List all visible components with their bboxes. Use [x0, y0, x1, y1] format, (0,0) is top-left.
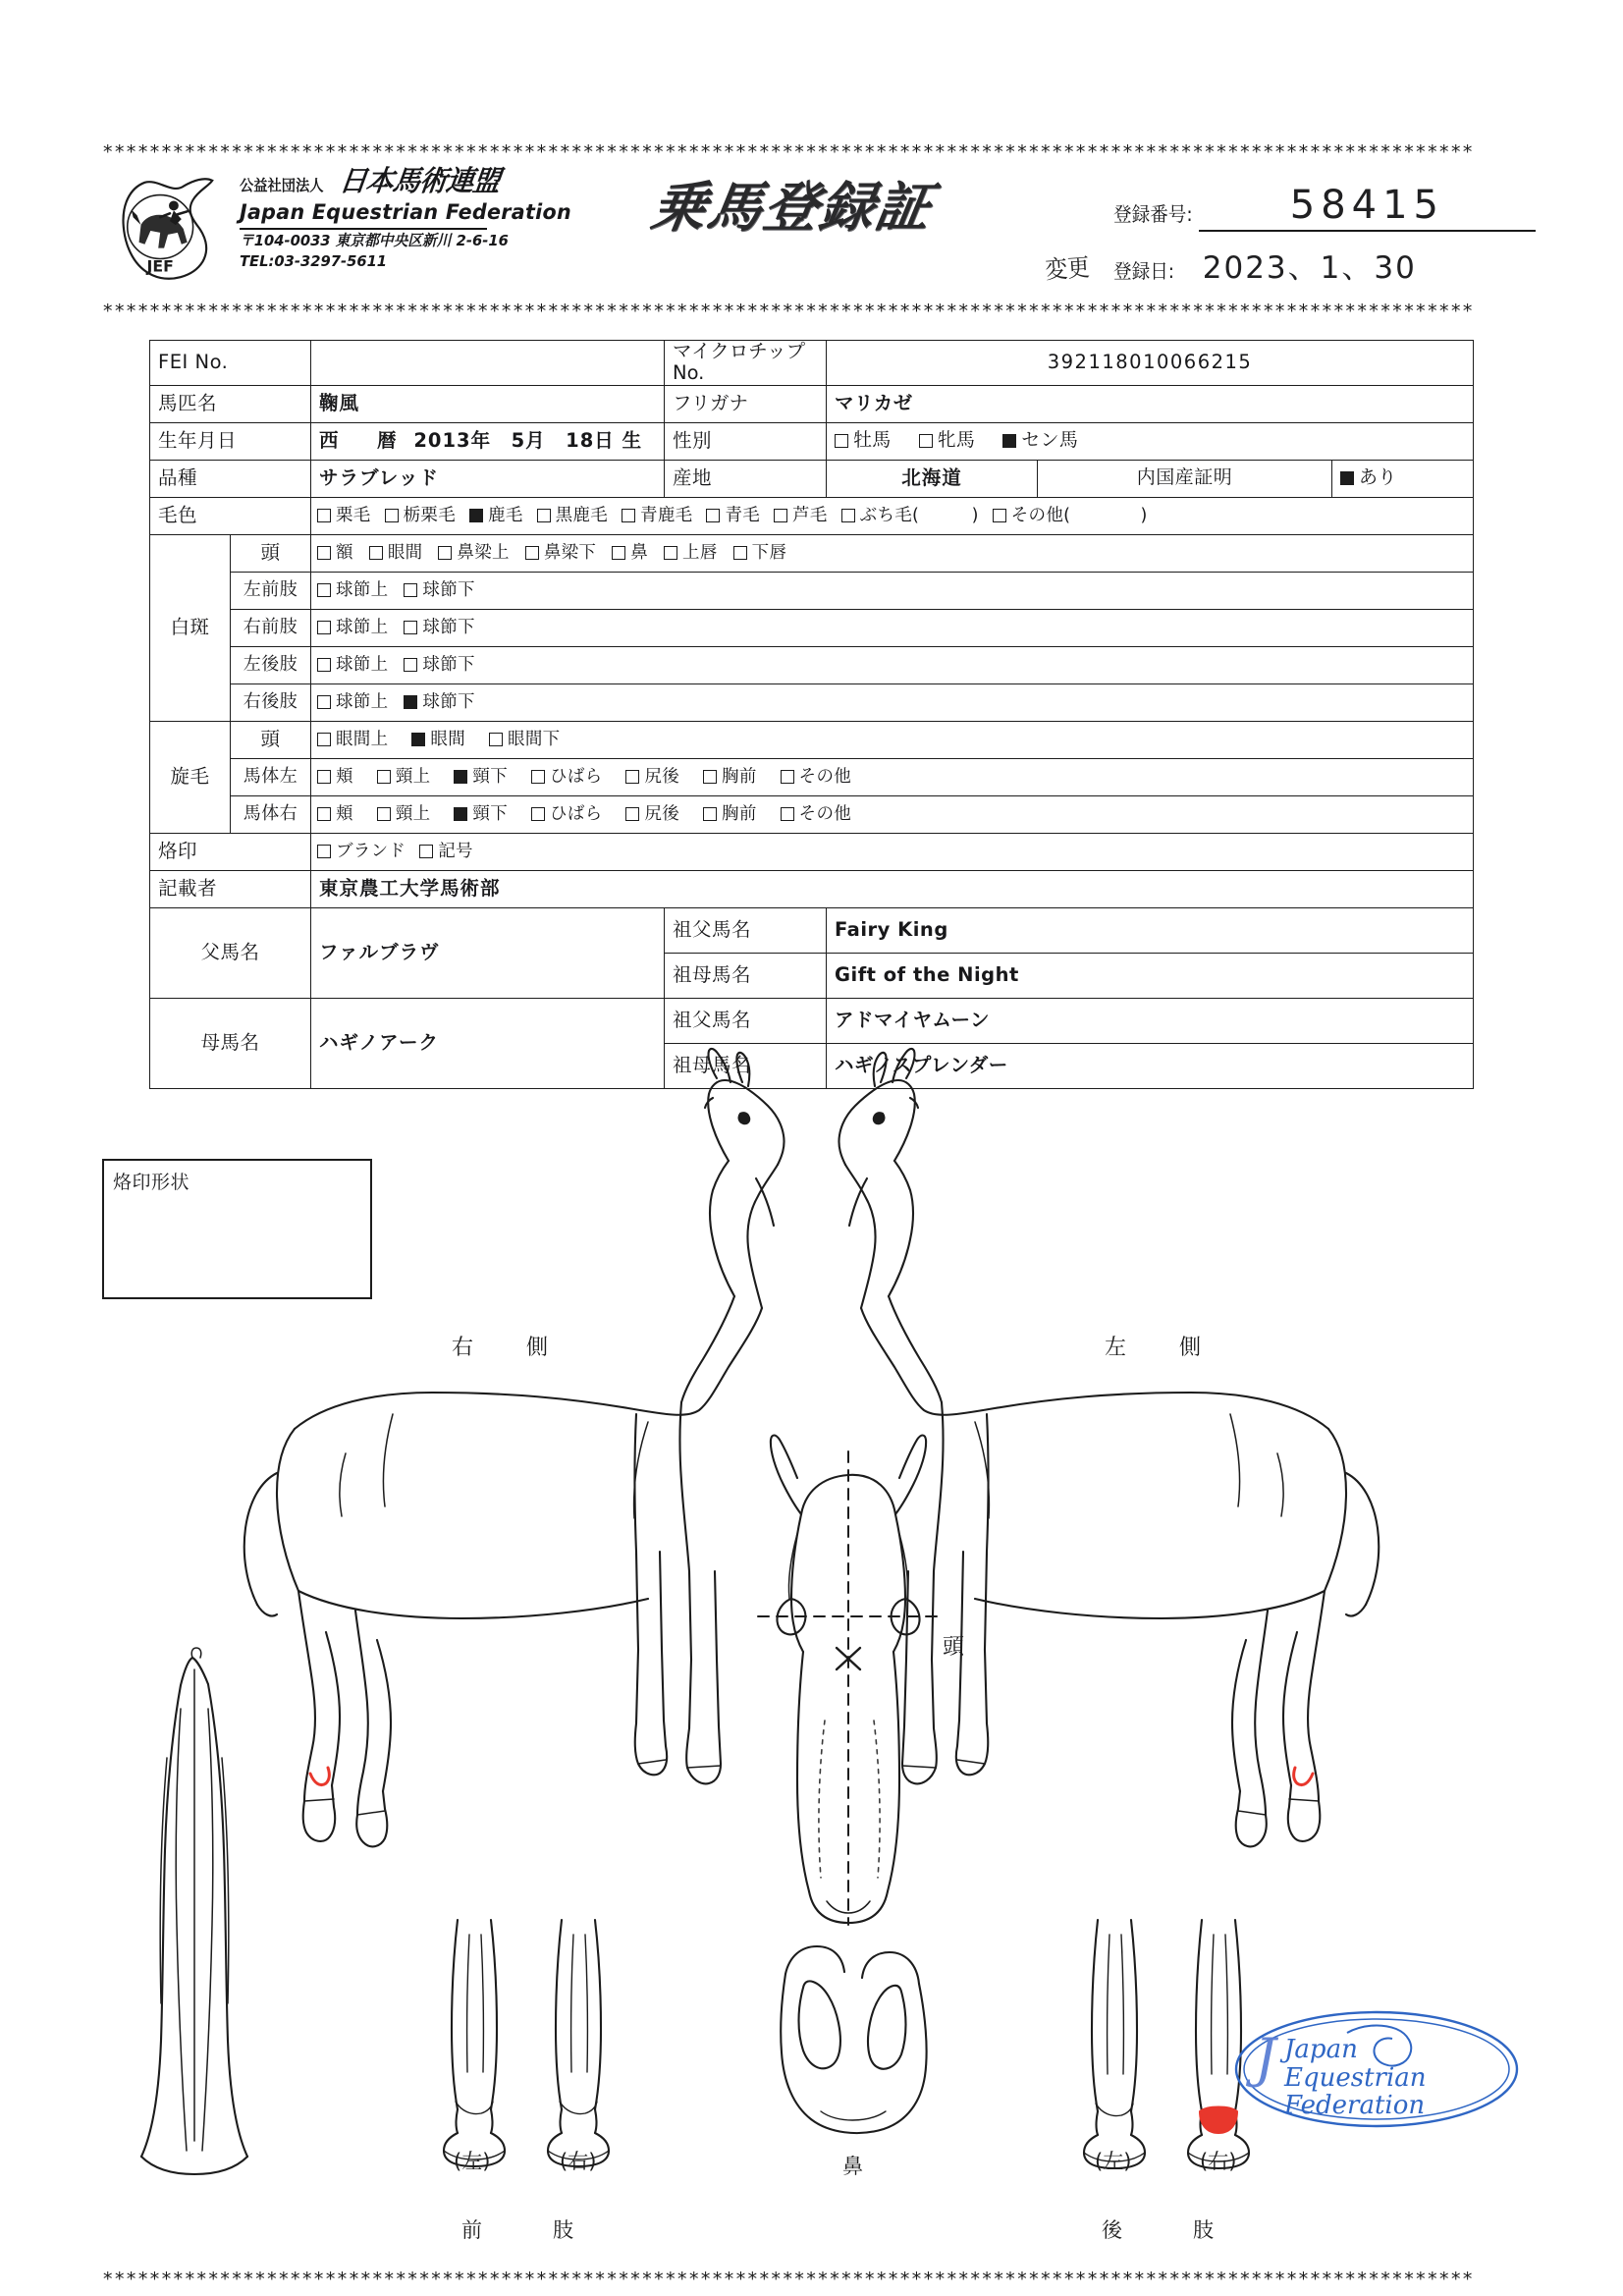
checkbox-icon[interactable] [317, 733, 331, 746]
option-label: 球節下 [422, 618, 475, 638]
option-label: 青毛 [725, 506, 761, 526]
table-row-whitemark-head [150, 534, 1474, 572]
table-row-name [150, 385, 1474, 422]
page-title: 乗馬登録証 [647, 176, 938, 239]
rear-view-figure [141, 1648, 247, 2174]
option-眼間上[interactable] [317, 730, 388, 749]
option-label: ひばら [550, 767, 603, 788]
checkbox-icon[interactable] [317, 509, 331, 522]
option-球節上[interactable] [317, 618, 388, 637]
option-上唇[interactable] [664, 543, 718, 563]
white-mark-region-2: 右前肢 [231, 609, 311, 646]
option-label: 頸下 [472, 767, 509, 788]
registration-number-field[interactable] [1199, 183, 1536, 232]
white-mark-region-0: 頭 [231, 534, 311, 572]
checkbox-icon[interactable] [317, 658, 331, 672]
option-その他[interactable] [781, 804, 851, 824]
option-label: その他 [798, 804, 852, 825]
front-left-label: (左) [454, 2150, 491, 2173]
sire-grandsire-label: 祖父馬名 [665, 907, 827, 953]
table-row-whorl-right [150, 795, 1474, 833]
svg-text:JEF: JEF [146, 256, 174, 276]
option-label: 黒鹿毛 [555, 506, 609, 526]
option-青毛[interactable] [706, 506, 760, 525]
checkbox-icon[interactable] [703, 770, 717, 784]
checkbox-icon[interactable] [612, 546, 625, 560]
fei-no-label: FEI No. [150, 341, 311, 386]
option-label: 下唇 [751, 543, 787, 564]
brand-shape-box[interactable] [102, 1159, 372, 1299]
option-鼻[interactable] [612, 543, 648, 563]
option-label: 栗毛 [336, 506, 371, 526]
checkbox-icon[interactable] [622, 509, 635, 522]
option-label: 鼻梁上 [457, 543, 510, 564]
checkbox-icon[interactable] [525, 546, 539, 560]
option-頸下[interactable] [454, 804, 508, 824]
dob-era: 西 暦 [319, 429, 406, 453]
dam-granddam-label: 祖母馬名 [665, 1043, 827, 1088]
sex-label: 性別 [665, 422, 827, 460]
microchip-value: 392118010066215 [827, 341, 1474, 386]
option-label: 尻後 [644, 767, 680, 788]
front-limb-label: 前 肢 [461, 2218, 583, 2242]
option-label: その他( ) [1010, 506, 1148, 526]
horse-name-label: 馬匹名 [150, 385, 311, 422]
table-row-whorl-left [150, 758, 1474, 795]
checkbox-icon[interactable] [1002, 434, 1016, 448]
option-label: 球節下 [422, 655, 475, 676]
option-青鹿毛[interactable] [622, 506, 692, 525]
option-label: 栃栗毛 [403, 506, 457, 526]
option-球節上[interactable] [317, 655, 388, 675]
registration-date-value: 2023、1、30 [1202, 250, 1417, 286]
corporation-prefix: 公益社団法人 [240, 177, 324, 194]
option-label: 記号 [438, 842, 473, 862]
checkbox-icon[interactable] [411, 733, 425, 746]
option-その他[interactable] [781, 767, 851, 787]
jef-logo-icon [112, 171, 228, 287]
option-セン馬[interactable] [1002, 430, 1078, 452]
dam-value: ハギノアーク [311, 998, 665, 1088]
whorl-label: 旋毛 [150, 721, 231, 833]
nose-figure [781, 1946, 926, 2133]
white-mark-region-3: 左後肢 [231, 646, 311, 683]
brand-label: 烙印 [150, 833, 311, 870]
option-頸上[interactable] [377, 767, 431, 787]
marking-right-hind-right-figure [1294, 1768, 1313, 1785]
option-label: 球節上 [336, 618, 389, 638]
whorl-region-2: 馬体右 [231, 795, 311, 833]
right-side-label: 右 側 [452, 1336, 565, 1360]
option-牝馬[interactable] [919, 430, 976, 452]
sire-granddam-label: 祖母馬名 [665, 953, 827, 998]
whorl-region-0: 頭 [231, 721, 311, 758]
checkbox-icon[interactable] [469, 509, 483, 522]
white-mark-region-1: 左前肢 [231, 572, 311, 609]
sire-label: 父馬名 [150, 907, 311, 998]
registration-date-label: 登録日: [1113, 259, 1175, 283]
breed-label: 品種 [150, 460, 311, 497]
furigana-value: マリカゼ [827, 385, 1474, 422]
option-鼻梁上[interactable] [438, 543, 509, 563]
option-label: 額 [336, 543, 353, 564]
horse-name-value: 鞠風 [311, 385, 665, 422]
checkbox-icon[interactable] [774, 509, 787, 522]
option-label: 球節下 [422, 580, 475, 601]
option-鹿毛[interactable] [469, 506, 523, 525]
checkbox-icon[interactable] [404, 695, 417, 709]
option-球節上[interactable] [317, 580, 388, 600]
option-label: 鼻 [630, 543, 649, 564]
option-球節下[interactable] [404, 618, 474, 637]
checkbox-icon[interactable] [317, 807, 331, 821]
stamp-initial: J [1255, 2027, 1276, 2089]
checkbox-icon[interactable] [317, 621, 331, 634]
domestic-cert-label: 内国産証明 [1038, 460, 1332, 497]
checkbox-icon[interactable] [531, 807, 545, 821]
option-栗毛[interactable] [317, 506, 371, 525]
registration-number-label: 登録番号: [1113, 202, 1193, 226]
checkbox-icon[interactable] [531, 770, 545, 784]
horse-head-front-figure [771, 1436, 926, 1924]
horse-left-side-figure [839, 1049, 1379, 1846]
checkbox-icon[interactable] [489, 733, 503, 746]
table-row-breed [150, 460, 1474, 497]
domestic-cert-checkbox[interactable] [1340, 467, 1465, 489]
option-眼間下[interactable] [489, 730, 560, 749]
fei-no-value[interactable] [311, 341, 665, 386]
option-label: 鹿毛 [488, 506, 523, 526]
option-その他( )[interactable] [993, 506, 1148, 525]
checkbox-icon[interactable] [625, 807, 639, 821]
option-label: 眼間 [430, 730, 466, 750]
option-ひばら[interactable] [531, 767, 602, 787]
white-mark-region-4: 右後肢 [231, 683, 311, 721]
nose-label: 鼻 [842, 2155, 863, 2178]
registration-block [1044, 171, 1536, 289]
sex-option-list [835, 430, 1465, 452]
option-眼間[interactable] [369, 543, 423, 563]
option-頬[interactable] [317, 804, 353, 824]
option-黒鹿毛[interactable] [537, 506, 608, 525]
brand-options [311, 833, 1474, 870]
checkbox-icon[interactable] [317, 546, 331, 560]
table-row-whitemark-rf [150, 609, 1474, 646]
option-あり[interactable] [1340, 467, 1397, 489]
top-asterisk-divider: ********************************************************************************************************************* [102, 143, 1474, 162]
option-label: 鼻梁下 [543, 543, 597, 564]
registration-number-row [1113, 171, 1536, 232]
registration-date-row [1044, 236, 1536, 289]
checkbox-icon[interactable] [404, 583, 417, 597]
table-row-fei [150, 341, 1474, 386]
registration-number-value: 58415 [1289, 183, 1444, 228]
marking-right-hind-left-figure [310, 1768, 329, 1785]
option-label: 青鹿毛 [640, 506, 693, 526]
stamp-line-1: Japan [1284, 2035, 1358, 2064]
head-diagram-label: 頭 [943, 1635, 965, 1660]
option-label: 頸下 [472, 804, 509, 825]
whorl-options-0 [311, 721, 1474, 758]
front-limb-right-figure [548, 1920, 609, 2166]
option-label: 頬 [336, 767, 353, 788]
front-limb-left-figure [444, 1920, 505, 2166]
whorl-region-1: 馬体左 [231, 758, 311, 795]
table-row-dam-grandsire [150, 998, 1474, 1043]
origin-value: 北海道 [827, 460, 1038, 497]
domestic-cert-option [1332, 460, 1474, 497]
option-胸前[interactable] [703, 767, 757, 787]
dob-value [311, 422, 665, 460]
recorder-value: 東京農工大学馬術部 [311, 870, 1474, 907]
checkbox-icon[interactable] [781, 770, 794, 784]
dam-grandsire-value: アドマイヤムーン [827, 998, 1474, 1043]
option-label: 眼間下 [508, 730, 561, 750]
forehead-whorl-mark [837, 1648, 860, 1669]
federation-divider [240, 228, 487, 230]
checkbox-icon[interactable] [664, 546, 677, 560]
coat-label: 毛色 [150, 497, 311, 534]
checkbox-icon[interactable] [841, 509, 855, 522]
microchip-label: マイクロチップNo. [665, 341, 827, 386]
sire-grandsire-value: Fairy King [827, 907, 1474, 953]
left-side-label: 左 側 [1105, 1336, 1217, 1360]
checkbox-icon[interactable] [537, 509, 551, 522]
checkbox-icon[interactable] [1340, 471, 1354, 485]
checkbox-icon[interactable] [781, 807, 794, 821]
option-頬[interactable] [317, 767, 353, 787]
recorder-label: 記載者 [150, 870, 311, 907]
option-頸下[interactable] [454, 767, 508, 787]
dam-granddam-value: ハギノスプレンダー [827, 1043, 1474, 1088]
option-ひばら[interactable] [531, 804, 602, 824]
option-label: 尻後 [644, 804, 680, 825]
checkbox-icon[interactable] [317, 770, 331, 784]
checkbox-icon[interactable] [369, 546, 383, 560]
white-mark-options-1 [311, 572, 1474, 609]
option-球節上[interactable] [317, 692, 388, 712]
checkbox-icon[interactable] [733, 546, 747, 560]
checkbox-icon[interactable] [377, 807, 391, 821]
option-label: 頸上 [395, 804, 431, 825]
whorl-options-1 [311, 758, 1474, 795]
white-mark-options-4 [311, 683, 1474, 721]
checkbox-icon[interactable] [993, 509, 1006, 522]
checkbox-icon[interactable] [438, 546, 452, 560]
breed-value: サラブレッド [311, 460, 665, 497]
option-label: その他 [798, 767, 852, 788]
checkbox-icon[interactable] [385, 509, 399, 522]
option-尻後[interactable] [625, 767, 679, 787]
coat-option-list [317, 506, 1467, 525]
checkbox-icon[interactable] [317, 695, 331, 709]
head-crosshair [758, 1451, 939, 1925]
option-label: セン馬 [1021, 429, 1079, 452]
checkbox-icon[interactable] [703, 807, 717, 821]
option-眼間[interactable] [411, 730, 465, 749]
federation-identity [240, 164, 622, 271]
option-label: 球節上 [336, 655, 389, 676]
sex-options [827, 422, 1474, 460]
sire-value: ファルブラヴ [311, 907, 665, 998]
option-label: 胸前 [722, 804, 757, 825]
option-額[interactable] [317, 543, 353, 563]
white-mark-options-0 [311, 534, 1474, 572]
table-row-recorder [150, 870, 1474, 907]
option-label: 芦毛 [792, 506, 828, 526]
option-label: 球節上 [336, 580, 389, 601]
checkbox-icon[interactable] [706, 509, 720, 522]
option-頸上[interactable] [377, 804, 431, 824]
change-annotation: 変更 [1044, 252, 1091, 285]
origin-label: 産地 [665, 460, 827, 497]
option-芦毛[interactable] [774, 506, 828, 525]
option-胸前[interactable] [703, 804, 757, 824]
table-row-whitemark-rh [150, 683, 1474, 721]
brand-shape-label: 烙印形状 [113, 1172, 190, 1193]
option-label: 眼間 [387, 543, 423, 564]
option-label: ブランド [336, 842, 406, 862]
option-label: 眼間上 [336, 730, 389, 750]
dam-grandsire-label: 祖父馬名 [665, 998, 827, 1043]
coat-options [311, 497, 1474, 534]
option-球節下[interactable] [404, 692, 474, 712]
option-球節下[interactable] [404, 580, 474, 600]
table-row-whorl-head [150, 721, 1474, 758]
option-label: ぶち毛( ) [859, 506, 979, 526]
option-label: 球節下 [422, 692, 475, 713]
checkbox-icon[interactable] [919, 434, 933, 448]
checkbox-icon[interactable] [317, 583, 331, 597]
table-row-whitemark-lf [150, 572, 1474, 609]
option-鼻梁下[interactable] [525, 543, 596, 563]
federation-name-jp: 日本馬術連盟 [337, 164, 502, 197]
checkbox-icon[interactable] [404, 658, 417, 672]
horse-details-table [149, 340, 1474, 1089]
hind-limb-left-figure [1084, 1920, 1145, 2168]
stamp-line-3: Federation [1284, 2091, 1426, 2120]
federation-tel: TEL:03-3297-5611 [240, 252, 388, 271]
option-栃栗毛[interactable] [385, 506, 456, 525]
hind-left-label: (左) [1095, 2150, 1132, 2173]
white-mark-options-2 [311, 609, 1474, 646]
checkbox-icon[interactable] [625, 770, 639, 784]
option-尻後[interactable] [625, 804, 679, 824]
option-牡馬[interactable] [835, 430, 892, 452]
document-header [102, 165, 1531, 293]
option-label: 頬 [336, 804, 353, 825]
table-row-whitemark-lh [150, 646, 1474, 683]
dob-date: 2013年 5月 18日 生 [413, 429, 643, 453]
option-記号[interactable] [419, 842, 473, 861]
checkbox-icon[interactable] [419, 845, 433, 858]
front-right-label: (右) [560, 2150, 597, 2173]
option-label: 頸上 [395, 767, 431, 788]
checkbox-icon[interactable] [454, 770, 467, 784]
sire-granddam-value: Gift of the Night [827, 953, 1474, 998]
checkbox-icon[interactable] [404, 621, 417, 634]
checkbox-icon[interactable] [454, 807, 467, 821]
jef-official-stamp [1229, 2003, 1524, 2136]
white-mark-options-3 [311, 646, 1474, 683]
stamp-line-2: Equestrian [1284, 2063, 1427, 2093]
option-label: 胸前 [722, 767, 757, 788]
white-marks-label: 白斑 [150, 534, 231, 721]
furigana-label: フリガナ [665, 385, 827, 422]
dob-label: 生年月日 [150, 422, 311, 460]
table-row-coat [150, 497, 1474, 534]
checkbox-icon[interactable] [317, 845, 331, 858]
hind-limb-label: 後 肢 [1102, 2218, 1223, 2242]
option-label: あり [1359, 466, 1397, 489]
whorl-options-2 [311, 795, 1474, 833]
table-row-brand [150, 833, 1474, 870]
muzzle-guide-lines [819, 1721, 880, 1878]
option-下唇[interactable] [733, 543, 787, 563]
federation-name-en: Japan Equestrian Federation [240, 200, 571, 225]
table-row-sire-grandsire [150, 907, 1474, 953]
option-label: 牡馬 [853, 429, 892, 452]
hind-right-label: (右) [1200, 2150, 1237, 2173]
federation-address: 〒104-0033 東京都中央区新川 2-6-16 [240, 232, 509, 249]
dam-label: 母馬名 [150, 998, 311, 1088]
option-label: 球節上 [336, 692, 389, 713]
option-label: 牝馬 [937, 429, 976, 452]
registration-date-field[interactable] [1179, 243, 1536, 289]
option-球節下[interactable] [404, 655, 474, 675]
option-ブランド[interactable] [317, 842, 406, 861]
option-label: 上唇 [682, 543, 718, 564]
option-ぶち毛( )[interactable] [841, 506, 979, 525]
checkbox-icon[interactable] [835, 434, 848, 448]
option-label: ひばら [550, 804, 603, 825]
table-row-dob [150, 422, 1474, 460]
checkbox-icon[interactable] [377, 770, 391, 784]
header-asterisk-divider: ********************************************************************************************************************* [102, 302, 1474, 321]
bottom-asterisk-divider: ********************************************************************************************************************* [102, 2270, 1474, 2289]
